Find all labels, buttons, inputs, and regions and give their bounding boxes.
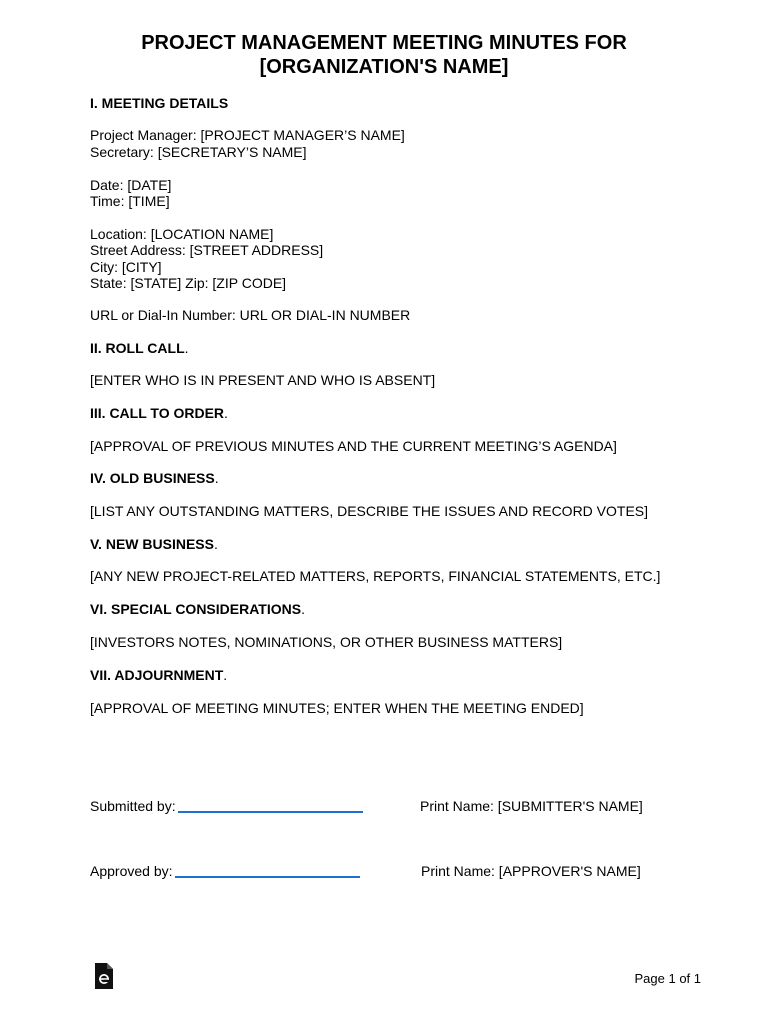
eforms-logo-icon xyxy=(94,962,114,990)
section-heading-call-to-order xyxy=(90,405,228,421)
street-address-line: Street Address: [STREET ADDRESS] xyxy=(90,242,324,258)
section-heading-text: VI. SPECIAL CONSIDERATIONS xyxy=(90,601,302,617)
section-heading-text: III. CALL TO ORDER xyxy=(90,405,225,421)
section-body-adjournment: [APPROVAL OF MEETING MINUTES; ENTER WHEN THE MEETING ENDED] xyxy=(90,700,584,716)
section-heading-text: V. NEW BUSINESS xyxy=(90,536,214,552)
approver-print-name: Print Name: [APPROVER'S NAME] xyxy=(421,863,641,879)
state-zip-line: State: [STATE] Zip: [ZIP CODE] xyxy=(90,275,287,291)
date-line: Date: [DATE] xyxy=(90,177,172,193)
heading-period: . xyxy=(214,470,219,486)
time-line: Time: [TIME] xyxy=(90,193,170,209)
location-line: Location: [LOCATION NAME] xyxy=(90,226,274,242)
section-heading-text: VII. ADJOURNMENT xyxy=(90,667,224,683)
section-heading-adjournment xyxy=(90,667,227,683)
title-line-2: [ORGANIZATION'S NAME] xyxy=(259,56,509,78)
secretary-line: Secretary: [SECRETARY’S NAME] xyxy=(90,144,307,160)
document-title xyxy=(0,31,768,79)
section-body-roll-call: [ENTER WHO IS IN PRESENT AND WHO IS ABSENT] xyxy=(90,372,436,388)
section-heading-new-business xyxy=(90,536,218,552)
approved-by-signature-line[interactable] xyxy=(175,876,360,878)
section-body-special-considerations: [INVESTORS NOTES, NOMINATIONS, OR OTHER BUSINESS MATTERS] xyxy=(90,634,563,650)
section-heading-old-business xyxy=(90,470,219,486)
heading-period: . xyxy=(224,405,228,421)
project-manager-line: Project Manager: [PROJECT MANAGER’S NAME] xyxy=(90,127,405,143)
page-number: Page 1 of 1 xyxy=(634,971,701,986)
section-heading-meeting-details: I. MEETING DETAILS xyxy=(90,95,229,111)
approved-by-label: Approved by: xyxy=(90,863,173,879)
section-heading-roll-call xyxy=(90,340,189,356)
section-body-old-business: [LIST ANY OUTSTANDING MATTERS, DESCRIBE THE ISSUES AND RECORD VOTES] xyxy=(90,503,649,519)
heading-period: . xyxy=(184,340,189,356)
city-line: City: [CITY] xyxy=(90,259,162,275)
heading-period: . xyxy=(213,536,218,552)
heading-period: . xyxy=(301,601,305,617)
submitter-print-name: Print Name: [SUBMITTER'S NAME] xyxy=(420,798,643,814)
title-line-1: PROJECT MANAGEMENT MEETING MINUTES FOR xyxy=(141,32,627,54)
url-dial-in-line: URL or Dial-In Number: URL OR DIAL-IN NUMBER xyxy=(90,307,411,323)
section-heading-text: IV. OLD BUSINESS xyxy=(90,470,215,486)
section-heading-special-considerations xyxy=(90,601,305,617)
section-body-new-business: [ANY NEW PROJECT-RELATED MATTERS, REPORTS, FINANCIAL STATEMENTS, ETC.] xyxy=(90,568,661,584)
section-heading-text: II. ROLL CALL xyxy=(90,340,185,356)
heading-period: . xyxy=(223,667,228,683)
section-body-call-to-order: [APPROVAL OF PREVIOUS MINUTES AND THE CURRENT MEETING’S AGENDA] xyxy=(90,438,617,454)
submitted-by-label: Submitted by: xyxy=(90,798,176,814)
submitted-by-signature-line[interactable] xyxy=(178,811,363,813)
